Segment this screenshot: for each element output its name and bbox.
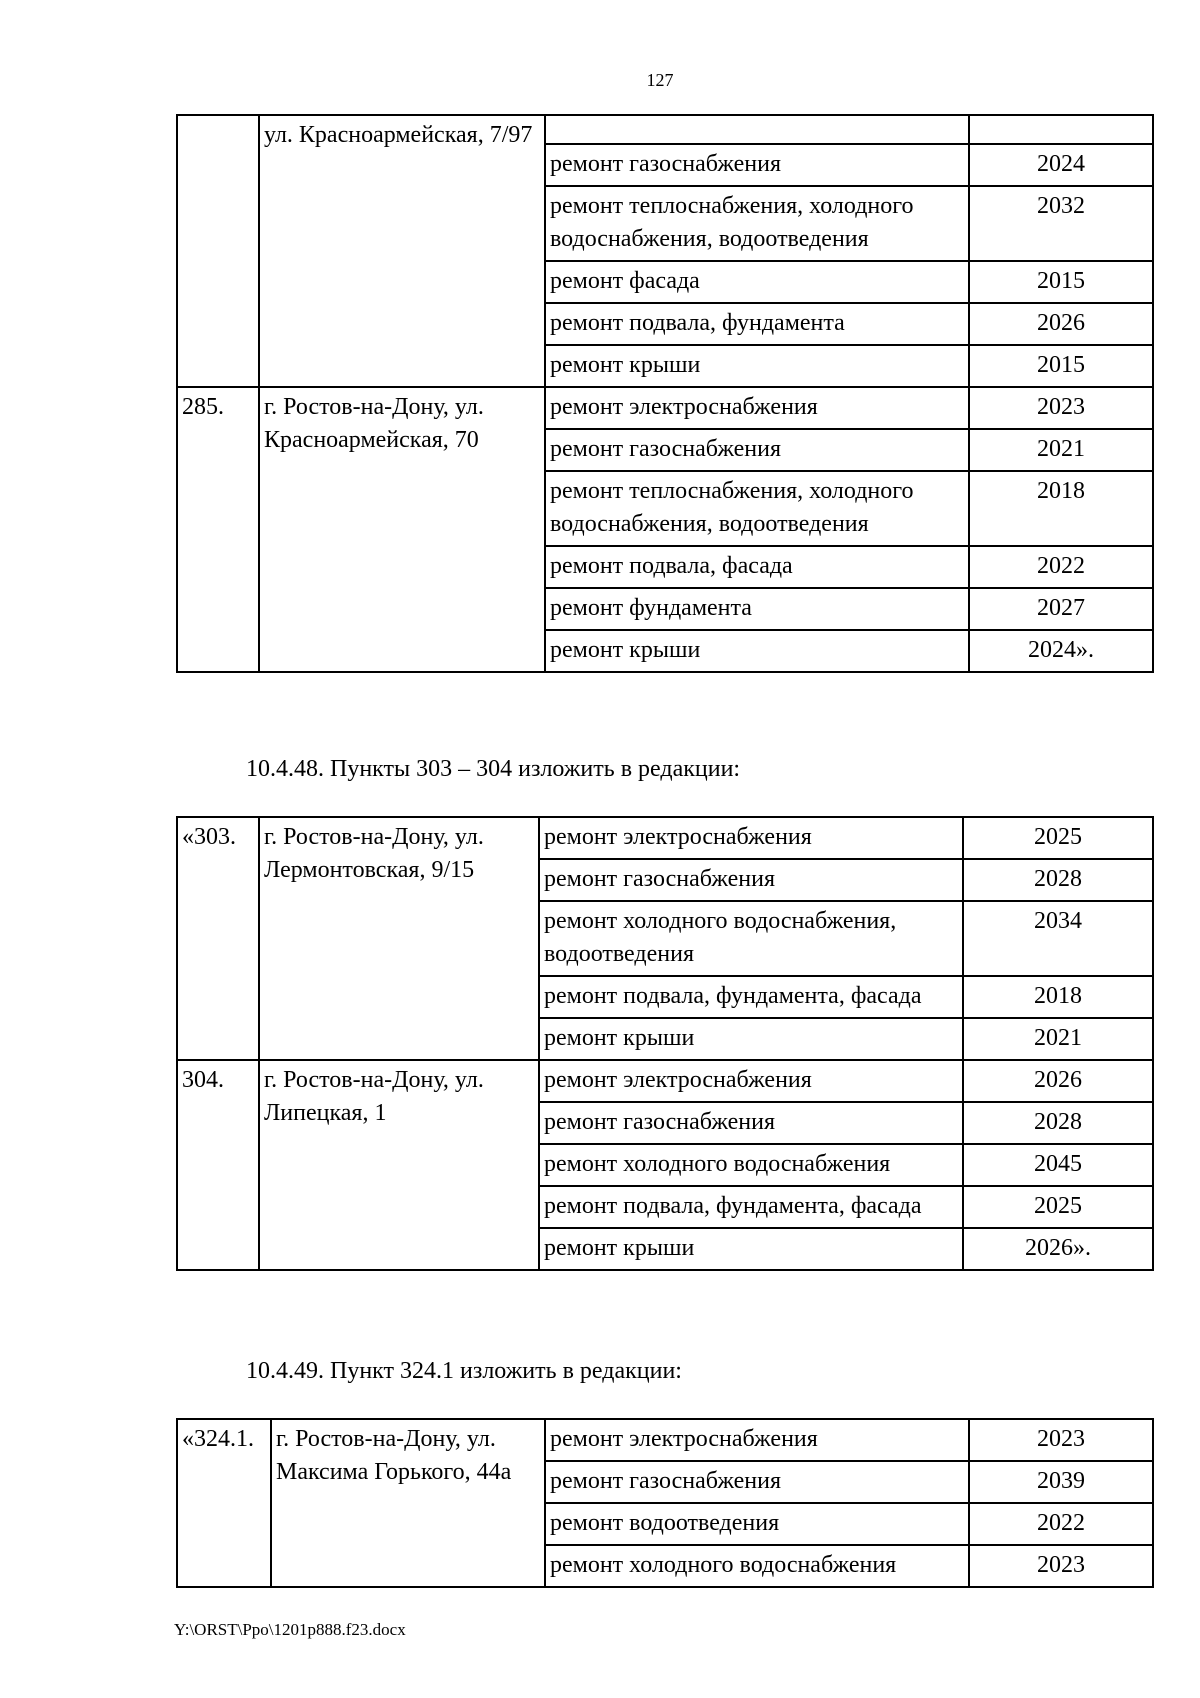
table-row [177, 387, 1153, 429]
item-number-cell: 285. [177, 387, 259, 672]
item-number-cell [177, 115, 259, 387]
year-cell: 2015 [969, 261, 1153, 303]
year-cell: 2021 [969, 429, 1153, 471]
year-cell: 2027 [969, 588, 1153, 630]
work-type-cell: ремонт холодного водоснабжения [545, 1545, 969, 1587]
table-row [177, 1419, 1153, 1461]
year-cell: 2045 [963, 1144, 1153, 1186]
work-type-cell: ремонт теплоснабжения, холодного водоснабжения, водоотведения [545, 186, 969, 261]
year-cell: 2023 [969, 1419, 1153, 1461]
year-cell: 2025 [963, 817, 1153, 859]
instruction-paragraph-2: 10.4.49. Пункт 324.1 изложить в редакции: [246, 1358, 682, 1384]
year-cell: 2032 [969, 186, 1153, 261]
work-type-cell: ремонт крыши [539, 1018, 963, 1060]
work-type-cell: ремонт газоснабжения [539, 859, 963, 901]
year-cell: 2026 [969, 303, 1153, 345]
work-type-cell: ремонт холодного водоснабжения, водоотведения [539, 901, 963, 976]
year-cell: 2026». [963, 1228, 1153, 1270]
year-cell: 2022 [969, 546, 1153, 588]
work-type-cell: ремонт подвала, фасада [545, 546, 969, 588]
work-type-cell: ремонт газоснабжения [539, 1102, 963, 1144]
year-cell: 2021 [963, 1018, 1153, 1060]
address-cell: г. Ростов-на-Дону, ул. Лермонтовская, 9/15 [259, 817, 539, 1060]
instruction-paragraph-1: 10.4.48. Пункты 303 – 304 изложить в редакции: [246, 756, 741, 782]
work-type-cell: ремонт электроснабжения [545, 1419, 969, 1461]
work-type-cell: ремонт газоснабжения [545, 144, 969, 186]
page-number: 127 [646, 70, 674, 90]
address-cell: г. Ростов-на-Дону, ул. Максима Горького, 44а [271, 1419, 545, 1587]
year-cell: 2039 [969, 1461, 1153, 1503]
work-type-cell: ремонт фундамента [545, 588, 969, 630]
work-type-cell: ремонт подвала, фундамента, фасада [539, 976, 963, 1018]
repair-schedule-table-2 [176, 816, 1152, 1271]
work-type-cell: ремонт электроснабжения [539, 817, 963, 859]
item-number-cell: «303. [177, 817, 259, 1060]
work-type-cell: ремонт крыши [545, 630, 969, 672]
year-cell: 2023 [969, 387, 1153, 429]
year-cell: 2022 [969, 1503, 1153, 1545]
year-cell: 2015 [969, 345, 1153, 387]
year-cell: 2018 [963, 976, 1153, 1018]
work-type-cell: ремонт теплоснабжения, холодного водоснабжения, водоотведения [545, 471, 969, 546]
year-cell: 2023 [969, 1545, 1153, 1587]
work-type-cell: ремонт электроснабжения [539, 1060, 963, 1102]
schedule-table [176, 114, 1154, 673]
year-cell: 2024 [969, 144, 1153, 186]
work-type-cell [545, 115, 969, 144]
table-row [177, 817, 1153, 859]
address-cell: ул. Красноармейская, 7/97 [259, 115, 545, 387]
year-cell: 2018 [969, 471, 1153, 546]
year-cell: 2028 [963, 1102, 1153, 1144]
address-cell: г. Ростов-на-Дону, ул. Липецкая, 1 [259, 1060, 539, 1270]
work-type-cell: ремонт холодного водоснабжения [539, 1144, 963, 1186]
work-type-cell: ремонт крыши [545, 345, 969, 387]
year-cell: 2028 [963, 859, 1153, 901]
work-type-cell: ремонт газоснабжения [545, 429, 969, 471]
schedule-table [176, 1418, 1154, 1588]
footer-file-path: Y:\ORST\Ppo\1201p888.f23.docx [174, 1620, 406, 1639]
item-number-cell: 304. [177, 1060, 259, 1270]
schedule-table [176, 816, 1154, 1271]
work-type-cell: ремонт фасада [545, 261, 969, 303]
work-type-cell: ремонт крыши [539, 1228, 963, 1270]
year-cell [969, 115, 1153, 144]
work-type-cell: ремонт подвала, фундамента, фасада [539, 1186, 963, 1228]
year-cell: 2034 [963, 901, 1153, 976]
work-type-cell: ремонт электроснабжения [545, 387, 969, 429]
table-row [177, 1060, 1153, 1102]
repair-schedule-table-3 [176, 1418, 1152, 1588]
repair-schedule-table-1 [176, 114, 1152, 673]
work-type-cell: ремонт подвала, фундамента [545, 303, 969, 345]
year-cell: 2026 [963, 1060, 1153, 1102]
work-type-cell: ремонт водоотведения [545, 1503, 969, 1545]
year-cell: 2024». [969, 630, 1153, 672]
item-number-cell: «324.1. [177, 1419, 271, 1587]
year-cell: 2025 [963, 1186, 1153, 1228]
work-type-cell: ремонт газоснабжения [545, 1461, 969, 1503]
table-row [177, 115, 1153, 144]
address-cell: г. Ростов-на-Дону, ул. Красноармейская, 70 [259, 387, 545, 672]
